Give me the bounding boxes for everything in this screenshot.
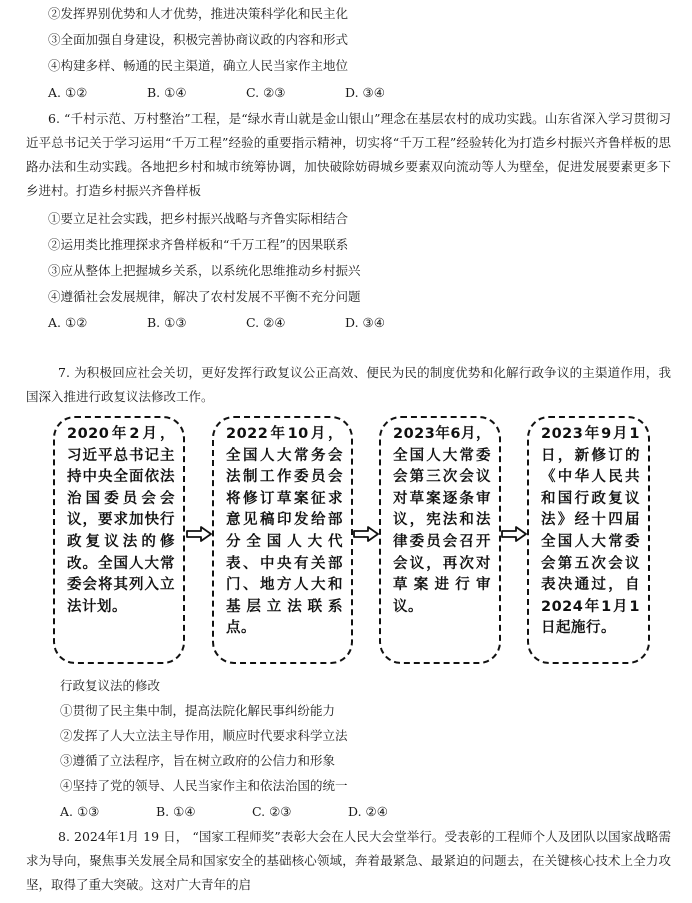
q8-stem: 8. 2024年1月 19 日， “国家工程师奖”表彰大会在人民大会堂举行。受表彰的工程师个人及团队以国家战略需求为导向，聚焦事关发展全局和国家安全的基础核心领域，奔着最紧急、最紧迫的问题去，在关键核心技术上全力攻坚，取得了重大突破。这对广大青年的启 [26, 829, 671, 892]
q5-item-2: ②发挥界别优势和人才优势，推进决策科学化和民主化 [48, 6, 349, 21]
flow-box-3: 2023年6月，全国人大常委会第三次会议对草案逐条审议，宪法和法律委员会召开会议，再次对草案进行审议。 [379, 416, 501, 664]
q7-item-4: ④坚持了党的领导、人民当家作主和依法治国的统一 [60, 778, 348, 793]
q6-item-2: ②运用类比推理探求齐鲁样板和“千万工程”的因果联系 [48, 237, 349, 252]
q6-option-c: C. ②④ [246, 315, 286, 330]
q5-options [48, 85, 385, 100]
q7-stem: 7. 为积极回应社会关切，更好发挥行政复议公正高效、便民为民的制度优势和化解行政争议的主渠道作用，我国深入推进行政复议法修改工作。 [26, 365, 671, 404]
q5-item-3: ③全面加强自身建设，积极完善协商议政的内容和形式 [48, 32, 349, 47]
flow-box-4: 2023年9月1日，新修订的《中华人民共和国行政复议法》经十四届全国人大常委会第五次会议表决通过，自2024年1月1日起施行。 [527, 416, 650, 664]
q7-option-d: D. ②④ [348, 804, 388, 819]
flow-arrow-2-icon [353, 526, 379, 542]
q6-options [48, 315, 385, 330]
q6-item-4: ④遵循社会发展规律，解决了农村发展不平衡不充分问题 [48, 289, 361, 304]
q7-item-2: ②发挥了人大立法主导作用，顺应时代要求科学立法 [60, 728, 348, 743]
q5-option-a: A. ①② [48, 85, 88, 100]
flow-box-1: 2020年2月，习近平总书记主持中央全面依法治国委员会会议，要求加快行政复议法的修改。全国人大常委会将其列入立法计划。 [53, 416, 185, 664]
q7-lead: 行政复议法的修改 [60, 678, 161, 693]
q7-options [60, 804, 388, 819]
q6-item-1: ①要立足社会实践，把乡村振兴战略与齐鲁实际相结合 [48, 211, 349, 226]
q7-option-b: B. ①④ [156, 804, 196, 819]
q6-item-3: ③应从整体上把握城乡关系，以系统化思维推动乡村振兴 [48, 263, 361, 278]
q6-option-b: B. ①③ [147, 315, 187, 330]
q7-item-3: ③遵循了立法程序，旨在树立政府的公信力和形象 [60, 753, 336, 768]
q7-item-1: ①贯彻了民主集中制，提高法院化解民事纠纷能力 [60, 703, 336, 718]
q6-option-a: A. ①② [48, 315, 88, 330]
flow-arrow-1-icon [186, 526, 212, 542]
flow-box-2: 2022年10月，全国人大常务会法制工作委员会将修订草案征求意见稿印发给部分全国人大代表、中央有关部门、地方人大和基层立法联系点。 [212, 416, 353, 664]
q5-option-d: D. ③④ [345, 85, 385, 100]
q6-option-d: D. ③④ [345, 315, 385, 330]
q5-item-4: ④构建多样、畅通的民主渠道，确立人民当家作主地位 [48, 58, 349, 73]
flow-arrow-3-icon [501, 526, 527, 542]
q5-option-b: B. ①④ [147, 85, 187, 100]
q7-option-c: C. ②③ [252, 804, 292, 819]
q7-option-a: A. ①③ [60, 804, 100, 819]
q5-option-c: C. ②③ [246, 85, 286, 100]
q6-stem: 6. “千村示范、万村整治”工程，是“绿水青山就是金山银山”理念在基层农村的成功实践。山东省深入学习贯彻习近平总书记关于学习运用“千万工程”经验的重要指示精神，切实将“千万工程”经验转化为打造乡村振兴齐鲁样板的思路办法和生动实践。各地把乡村和城市统筹协调，加快破除妨碍城乡要素双向流动等人为壁垒，促进发展要素更多下乡进村。打造乡村振兴齐鲁样板 [26, 111, 671, 198]
